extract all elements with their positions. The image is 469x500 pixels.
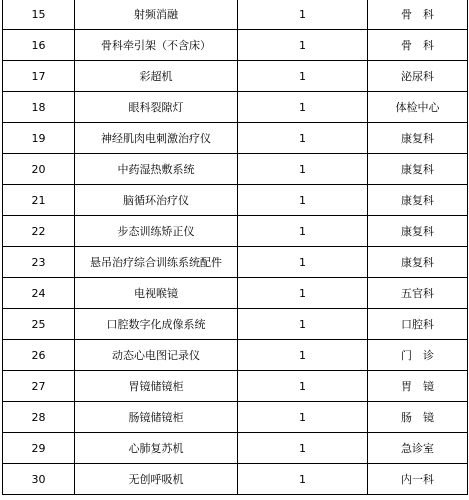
department: 急诊室 xyxy=(368,433,468,464)
quantity: 1 xyxy=(238,30,368,61)
equipment-name: 脑循环治疗仪 xyxy=(75,185,238,216)
table-row xyxy=(3,0,468,30)
department: 康复科 xyxy=(368,185,468,216)
table-row xyxy=(3,154,468,185)
table-row xyxy=(3,433,468,464)
equipment-name: 动态心电图记录仪 xyxy=(75,340,238,371)
quantity: 1 xyxy=(238,185,368,216)
department: 肠 镜 xyxy=(368,402,468,433)
quantity: 1 xyxy=(238,61,368,92)
equipment-name: 眼科裂隙灯 xyxy=(75,92,238,123)
quantity: 1 xyxy=(238,464,368,495)
equipment-name: 射频消融 xyxy=(75,0,238,30)
row-number: 23 xyxy=(3,247,75,278)
department: 胃 镜 xyxy=(368,371,468,402)
quantity: 1 xyxy=(238,371,368,402)
equipment-name: 心肺复苏机 xyxy=(75,433,238,464)
department: 内一科 xyxy=(368,464,468,495)
equipment-name: 步态训练矫正仪 xyxy=(75,216,238,247)
equipment-name: 彩超机 xyxy=(75,61,238,92)
department: 门 诊 xyxy=(368,340,468,371)
quantity: 1 xyxy=(238,154,368,185)
row-number: 22 xyxy=(3,216,75,247)
department: 体检中心 xyxy=(368,92,468,123)
department: 康复科 xyxy=(368,247,468,278)
department: 五官科 xyxy=(368,278,468,309)
quantity: 1 xyxy=(238,309,368,340)
row-number: 29 xyxy=(3,433,75,464)
table-row xyxy=(3,61,468,92)
table-row xyxy=(3,402,468,433)
table-row xyxy=(3,123,468,154)
row-number: 26 xyxy=(3,340,75,371)
table-row xyxy=(3,464,468,495)
row-number: 25 xyxy=(3,309,75,340)
quantity: 1 xyxy=(238,216,368,247)
row-number: 16 xyxy=(3,30,75,61)
equipment-name: 口腔数字化成像系统 xyxy=(75,309,238,340)
equipment-name: 肠镜储镜柜 xyxy=(75,402,238,433)
quantity: 1 xyxy=(238,433,368,464)
row-number: 30 xyxy=(3,464,75,495)
table-row xyxy=(3,371,468,402)
department: 泌尿科 xyxy=(368,61,468,92)
row-number: 17 xyxy=(3,61,75,92)
quantity: 1 xyxy=(238,402,368,433)
table-row xyxy=(3,309,468,340)
row-number: 19 xyxy=(3,123,75,154)
table-row xyxy=(3,92,468,123)
table-row xyxy=(3,340,468,371)
row-number: 24 xyxy=(3,278,75,309)
quantity: 1 xyxy=(238,0,368,30)
equipment-name: 骨科牵引架（不含床） xyxy=(75,30,238,61)
department: 康复科 xyxy=(368,216,468,247)
department: 口腔科 xyxy=(368,309,468,340)
department: 骨 科 xyxy=(368,0,468,30)
equipment-table xyxy=(2,0,468,495)
equipment-name: 神经肌肉电刺激治疗仪 xyxy=(75,123,238,154)
equipment-name: 电视喉镜 xyxy=(75,278,238,309)
table-row xyxy=(3,185,468,216)
row-number: 20 xyxy=(3,154,75,185)
row-number: 18 xyxy=(3,92,75,123)
row-number: 21 xyxy=(3,185,75,216)
department: 康复科 xyxy=(368,154,468,185)
table-row xyxy=(3,30,468,61)
quantity: 1 xyxy=(238,340,368,371)
row-number: 15 xyxy=(3,0,75,30)
row-number: 27 xyxy=(3,371,75,402)
quantity: 1 xyxy=(238,278,368,309)
table-row xyxy=(3,247,468,278)
equipment-name: 无创呼吸机 xyxy=(75,464,238,495)
row-number: 28 xyxy=(3,402,75,433)
table-row xyxy=(3,278,468,309)
quantity: 1 xyxy=(238,92,368,123)
equipment-name: 胃镜储镜柜 xyxy=(75,371,238,402)
quantity: 1 xyxy=(238,123,368,154)
department: 骨 科 xyxy=(368,30,468,61)
equipment-name: 悬吊治疗综合训练系统配件 xyxy=(75,247,238,278)
table-row xyxy=(3,216,468,247)
equipment-name: 中药湿热敷系统 xyxy=(75,154,238,185)
department: 康复科 xyxy=(368,123,468,154)
quantity: 1 xyxy=(238,247,368,278)
